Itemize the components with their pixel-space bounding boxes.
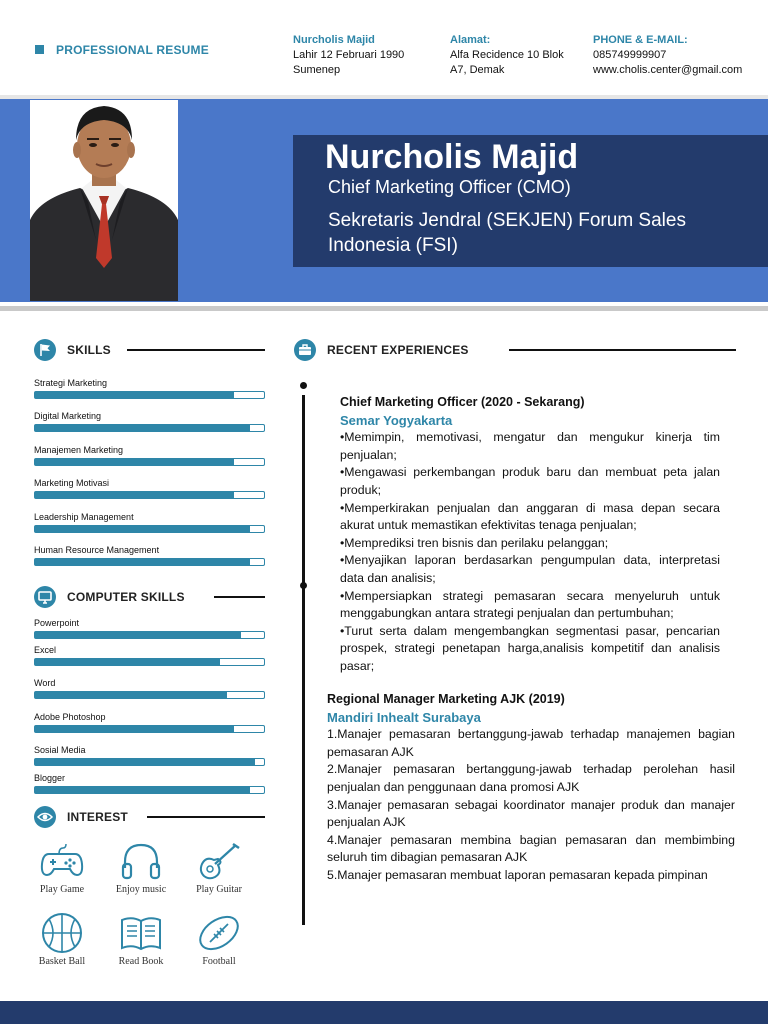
header-name: Nurcholis Majid	[293, 34, 375, 46]
job-title: Chief Marketing Officer (2020 - Sekarang)	[340, 395, 585, 409]
address-line1: Alfa Recidence 10 Blok	[450, 49, 564, 61]
skills-section-header	[34, 339, 266, 361]
contact-title: PHONE & E-MAIL:	[593, 34, 688, 46]
skill-bar-fill	[35, 559, 250, 565]
skill-bar	[34, 391, 265, 399]
skill-label: Marketing Motivasi	[34, 478, 110, 488]
basketball-icon	[39, 912, 85, 954]
skill-bar-fill	[35, 787, 250, 793]
skill-bar	[34, 758, 265, 766]
experiences-rule	[509, 349, 736, 351]
title-box	[293, 135, 768, 267]
skill-bar-fill	[35, 659, 220, 665]
computer-skills-rule	[214, 596, 265, 598]
interest-section-header	[34, 806, 266, 828]
gamepad-icon	[39, 842, 85, 882]
computer-skills-title: COMPUTER SKILLS	[67, 590, 185, 604]
skill-bar-fill	[35, 425, 250, 431]
organization-role: Sekretaris Jendral (SEKJEN) Forum Sales Indonesia (FSI)	[328, 210, 686, 256]
experience-item-1	[340, 394, 720, 676]
company-name: Mandiri Inhealt Surabaya	[327, 709, 481, 725]
skill-bar	[34, 491, 265, 499]
duty-item: •Memimpin, memotivasi, mengatur dan mengukur kinerja tim penjualan;	[340, 430, 720, 462]
skill-bar-fill	[35, 526, 250, 532]
duty-item: 2.Manajer pemasaran bertanggung-jawab terhadap perolehan hasil penjualan dan penggunaan dana promosi AJK	[327, 762, 735, 794]
duty-item: •Memperkirakan penjualan dan anggaran di masa depan secara akurat untuk memastikan efektivitas tenaga penjualan;	[340, 500, 720, 533]
interest-label: Basket Ball	[38, 956, 86, 967]
skill-label: Leadership Management	[34, 512, 134, 522]
skill-label: Blogger	[34, 773, 66, 783]
header-address	[450, 33, 582, 78]
skill-bar	[34, 691, 265, 699]
timeline-dot	[300, 382, 307, 389]
skills-title: SKILLS	[67, 343, 111, 357]
interest-enjoy-music	[111, 842, 171, 895]
skill-label: Adobe Photoshop	[34, 712, 106, 722]
duty-item: 5.Manajer pemasaran membuat laporan pemasaran kepada pimpinan	[327, 867, 708, 882]
interest-football	[189, 912, 249, 967]
computer-skills-section-header	[34, 586, 266, 608]
experiences-section-header	[294, 339, 736, 361]
skill-bar	[34, 631, 265, 639]
skill-bar	[34, 424, 265, 432]
timeline-line	[302, 395, 305, 925]
skill-bar-fill	[35, 632, 241, 638]
duty-item: 3.Manajer pemasaran sebagai koordinator manajer produk dan manajer penjualan AJK	[327, 797, 735, 830]
skill-label: Powerpoint	[34, 618, 80, 628]
skill-bar	[34, 558, 265, 566]
skill-label: Digital Marketing	[34, 411, 102, 421]
skill-bar-fill	[35, 392, 234, 398]
header-birth: Lahir 12 Februari 1990	[293, 49, 405, 61]
profile-photo	[30, 100, 178, 301]
duty-item: •Mengawasi perkembangan produk baru dan membuat peta jalan produk;	[340, 465, 720, 497]
skill-bar-fill	[35, 726, 234, 732]
interest-label: Enjoy music	[115, 884, 167, 895]
interest-read-book	[111, 912, 171, 967]
skill-bar	[34, 525, 265, 533]
interest-label: Play Game	[39, 884, 85, 895]
guitar-icon	[196, 842, 242, 882]
interest-label: Play Guitar	[196, 884, 242, 895]
company-name: Semar Yogyakarta	[340, 412, 453, 428]
briefcase-icon	[294, 339, 316, 361]
duty-item: 4.Manajer pemasaran membina bagian pemasaran dan membimbing seluruh tim dibagian pemasaran AJK	[327, 832, 735, 865]
skill-bar-fill	[35, 692, 227, 698]
skill-bar	[34, 725, 265, 733]
duty-item: •Menyajikan laporan berdasarkan pengumpulan data, interpretasi data dan analisis;	[340, 553, 720, 585]
duties-list	[327, 726, 735, 884]
skill-bar-fill	[35, 759, 255, 765]
skill-bar	[34, 458, 265, 466]
interest-basket-ball	[32, 912, 92, 967]
skill-label: Manajemen Marketing	[34, 445, 124, 455]
address-title: Alamat:	[450, 34, 491, 46]
skill-bar	[34, 786, 265, 794]
interest-rule	[147, 816, 265, 818]
duty-item: •Turut serta dalam mengembangkan segmentasi pasar, pencarian prospek, strategi penetapan harga,analisis kompetitif dan analisis pasar;	[340, 623, 720, 673]
interest-label: Read Book	[118, 956, 164, 967]
contact-email: www.cholis.center@gmail.com	[593, 64, 743, 76]
duty-item: •Memprediksi tren bisnis dan perilaku pelanggan;	[340, 535, 609, 550]
skill-label: Word	[34, 678, 56, 688]
skill-label: Excel	[34, 645, 57, 655]
job-role: Chief Marketing Officer (CMO)	[328, 177, 571, 197]
skill-label: Human Resource Management	[34, 545, 160, 555]
skill-label: Strategi Marketing	[34, 378, 108, 388]
interest-play-game	[32, 842, 92, 895]
duty-item: 1.Manajer pemasaran bertanggung-jawab terhadap manajemen bagian pemasaran AJK	[327, 727, 735, 759]
experience-item-2	[327, 691, 735, 885]
headphones-icon	[118, 842, 164, 882]
book-icon	[118, 912, 164, 954]
football-icon	[196, 912, 242, 954]
contact-phone: 085749999907	[593, 49, 667, 61]
timeline-dot	[300, 582, 307, 589]
header-square-icon	[35, 45, 44, 54]
interest-label: Football	[202, 956, 236, 967]
address-line2: A7, Demak	[450, 64, 505, 76]
duties-list	[340, 429, 720, 675]
header-personal	[293, 33, 433, 78]
flag-icon	[34, 339, 56, 361]
banner-divider-bottom	[0, 306, 768, 311]
full-name: Nurcholis Majid	[325, 138, 579, 176]
header-contact	[593, 33, 765, 78]
header-label: PROFESSIONAL RESUME	[56, 43, 209, 57]
job-title: Regional Manager Marketing AJK (2019)	[327, 692, 565, 706]
skills-rule	[127, 349, 265, 351]
monitor-icon	[34, 586, 56, 608]
eye-icon	[34, 806, 56, 828]
experiences-title: RECENT EXPERIENCES	[327, 343, 469, 357]
duty-item: •Mempersiapkan strategi pemasaran secara menyeluruh untuk menggabungkan antara strategi penjualan dan pertumbuhan;	[340, 588, 720, 621]
skill-bar-fill	[35, 459, 234, 465]
skill-label: Sosial Media	[34, 745, 86, 755]
skill-bar	[34, 658, 265, 666]
interest-play-guitar	[189, 842, 249, 895]
footer-bar	[0, 1001, 768, 1024]
interest-title: INTEREST	[67, 810, 128, 824]
skill-bar-fill	[35, 492, 234, 498]
header-birthplace: Sumenep	[293, 64, 341, 76]
